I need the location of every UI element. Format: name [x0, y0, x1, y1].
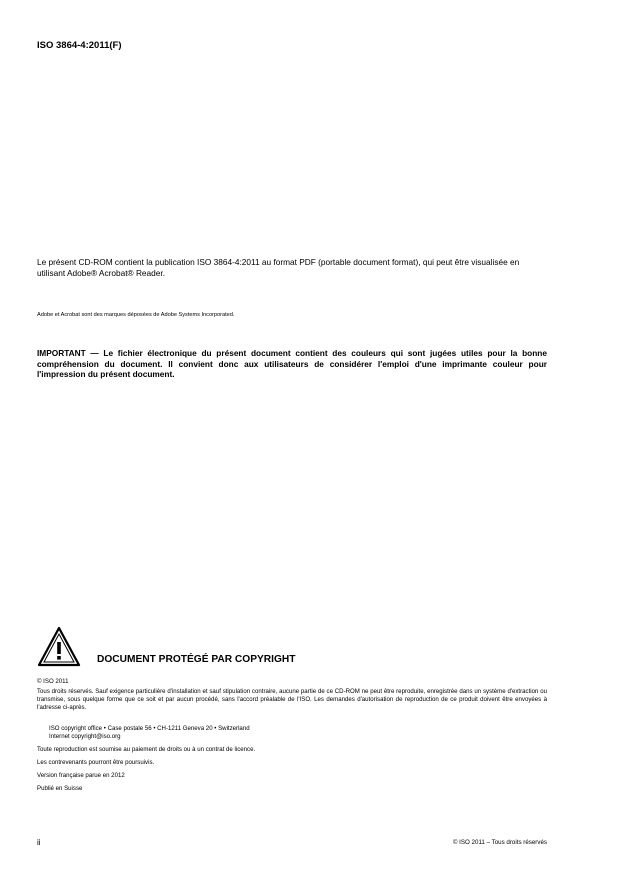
intro-paragraph: Le présent CD-ROM contient la publication ISO 3864-4:2011 au format PDF (portable document format), qui peut être visualisée en utilisant Adobe® Acrobat® Reader. — [37, 257, 520, 278]
copyright-symbol-line: © ISO 2011 — [37, 678, 69, 685]
copyright-title: DOCUMENT PROTÉGÉ PAR COPYRIGHT — [97, 654, 296, 665]
address-internet: Internet copyright@iso.org — [49, 733, 121, 741]
reproduction-note: Toute reproduction est soumise au paiement de droits ou à un contrat de licence. — [37, 746, 256, 753]
warning-triangle-icon — [37, 626, 81, 668]
contrevenants-note: Les contrevenants pourront être poursuivis. — [37, 759, 155, 766]
address-line: ISO copyright office • Case postale 56 • CH-1211 Geneva 20 • Switzerland — [49, 725, 250, 732]
version-note: Version française parue en 2012 — [37, 772, 125, 779]
footer-copyright: © ISO 2011 – Tous droits réservés — [452, 839, 547, 846]
published-note: Publié en Suisse — [37, 785, 83, 792]
iso-address — [49, 725, 250, 741]
rights-statement: Tous droits réservés. Sauf exigence particulière d'installation et sauf stipulation contraire, aucune partie de ce CD-ROM ne peut être reproduite, enregistrée dans un système d'extraction ou transmise, sous quelque forme que ce soit et par aucun procédé, sans l'accord préalable de l'ISO. Les demandes d'autorisation de reproduction de ce produit doivent être envoyées à l'adresse ci-après. — [37, 688, 547, 712]
document-header: ISO 3864-4:2011(F) — [37, 40, 122, 51]
adobe-trademark-note: Adobe et Acrobat sont des marques déposées de Adobe Systems Incorporated. — [37, 312, 235, 318]
important-notice: IMPORTANT — Le fichier électronique du présent document contient des couleurs qui sont jugées utiles pour la bonne compréhension du document. Il convient donc aux utilisateurs de considérer l'emploi d'une imprimante couleur pour l'impression du présent document. — [37, 348, 547, 379]
page-number: ii — [37, 838, 41, 847]
